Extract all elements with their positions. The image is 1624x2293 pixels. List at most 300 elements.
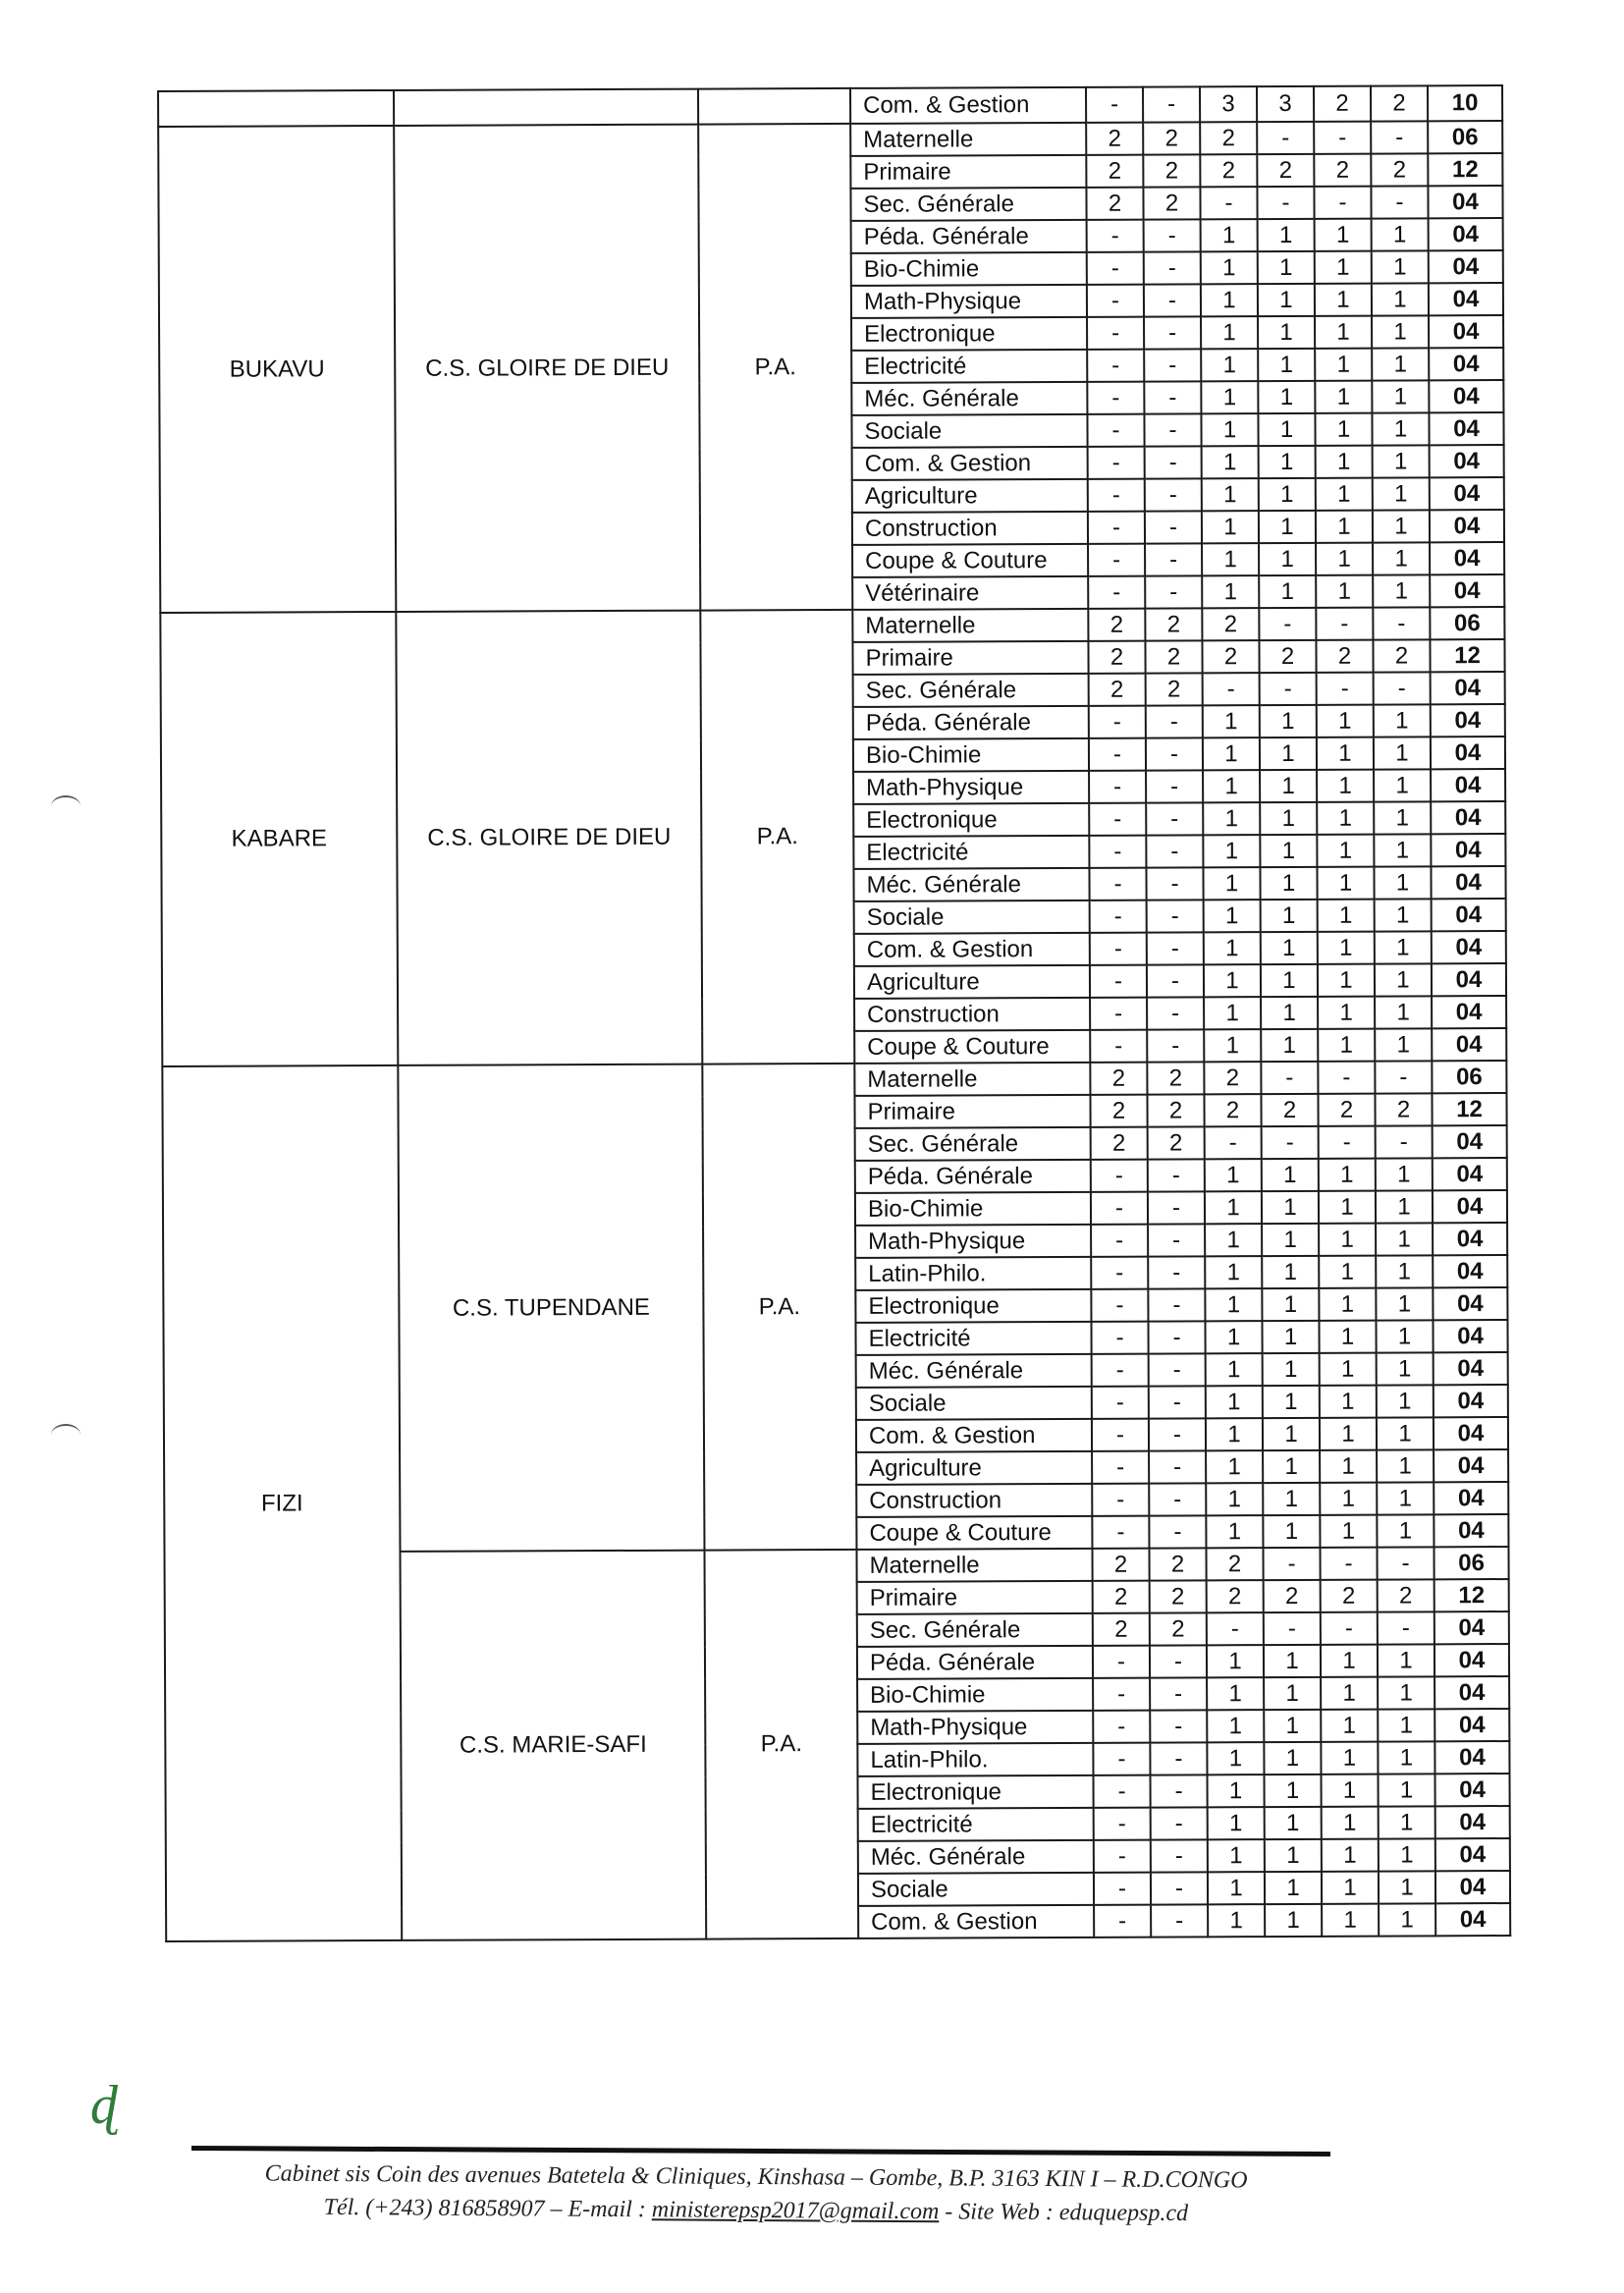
count-cell: 1 [1206,1418,1263,1450]
count-cell: 1 [1259,575,1316,608]
count-cell: 1 [1202,575,1259,608]
count-cell: 2 [1375,1093,1432,1125]
count-cell: 2 [1143,187,1200,219]
count-cell: - [1371,186,1428,218]
count-cell: 2 [1259,640,1316,673]
count-cell: - [1092,1419,1149,1451]
total-cell: 04 [1432,963,1506,996]
count-cell: 2 [1147,1062,1204,1094]
count-cell: 1 [1265,1839,1322,1872]
count-cell: - [1143,86,1200,122]
school-type-cell: P.A. [698,124,852,611]
subject-cell: Péda. Générale [853,706,1089,739]
count-cell: - [1149,1386,1206,1418]
count-cell: 1 [1206,1483,1263,1515]
count-cell: 1 [1201,251,1258,284]
total-cell: 04 [1431,704,1505,737]
count-cell: 2 [1378,1579,1435,1611]
count-cell: 1 [1320,1515,1377,1548]
count-cell: 1 [1258,316,1315,349]
count-cell: - [1321,1612,1378,1645]
count-cell: 2 [1150,1580,1207,1612]
count-cell: - [1314,122,1371,154]
count-cell: - [1088,544,1145,576]
count-cell: - [1091,1192,1148,1225]
count-cell: - [1088,576,1145,609]
count-cell: - [1147,1029,1204,1062]
count-cell: 1 [1375,963,1432,996]
count-cell: 1 [1262,1321,1319,1353]
count-cell: 1 [1203,867,1260,900]
count-cell: - [1376,1125,1433,1158]
total-cell: 04 [1435,1806,1510,1838]
count-cell: - [1091,1225,1148,1257]
count-cell: 1 [1320,1483,1377,1515]
count-cell: 2 [1145,640,1202,673]
count-cell: 2 [1207,1580,1264,1612]
count-cell: - [1087,382,1144,414]
count-cell: 1 [1316,543,1373,575]
subject-cell: Maternelle [854,1063,1090,1096]
count-cell: 1 [1204,900,1261,932]
location-cell: FIZI [162,1065,402,1941]
count-cell: 2 [1204,1062,1261,1094]
count-cell: - [1151,1839,1208,1872]
count-cell: 1 [1264,1710,1321,1742]
count-cell: - [1318,1062,1375,1094]
count-cell: 1 [1374,769,1431,801]
count-cell: - [1149,1418,1206,1450]
count-cell: 2 [1264,1580,1321,1612]
total-cell: 12 [1435,1579,1509,1611]
subject-cell: Méc. Générale [851,382,1087,415]
count-cell: 1 [1378,1774,1435,1806]
count-cell: 2 [1086,155,1143,188]
count-cell: - [1148,1288,1205,1321]
count-cell: - [1205,1126,1262,1159]
count-cell: - [1145,446,1202,478]
count-cell: - [1320,1548,1377,1580]
count-cell: - [1148,1321,1205,1353]
count-cell: 1 [1318,964,1375,997]
count-cell: - [1091,1289,1148,1322]
count-cell: - [1378,1611,1435,1644]
count-cell: - [1147,964,1204,997]
count-cell: - [1146,835,1203,867]
table-row [158,85,1502,127]
count-cell: - [1087,350,1144,382]
count-cell: 1 [1205,1256,1262,1288]
count-cell: - [1086,87,1143,123]
total-cell: 04 [1434,1352,1508,1385]
count-cell: - [1090,998,1147,1030]
subject-cell: Maternelle [856,1549,1092,1582]
subject-cell: Math-Physique [851,285,1087,318]
count-cell: 1 [1376,1320,1433,1352]
subject-cell: Sociale [856,1387,1092,1420]
count-cell: 1 [1378,1644,1435,1676]
count-cell: 1 [1202,478,1259,511]
subject-cell: Méc. Générale [853,868,1089,901]
count-cell: 2 [1314,86,1371,122]
count-cell: - [1093,1743,1150,1775]
count-cell: - [1371,121,1428,153]
count-cell: 1 [1204,964,1261,997]
subject-cell: Construction [854,998,1090,1031]
count-cell: 1 [1206,1353,1263,1386]
count-cell: 1 [1261,997,1318,1029]
count-cell: 1 [1258,381,1315,413]
count-cell: 1 [1265,1904,1322,1937]
count-cell: - [1316,608,1373,640]
count-cell: - [1147,932,1204,964]
count-cell: 1 [1205,1191,1262,1224]
total-cell: 04 [1432,1028,1506,1061]
count-cell: - [1319,1126,1376,1159]
count-cell: - [1092,1354,1149,1387]
subject-cell: Primaire [852,641,1088,675]
count-cell: 1 [1263,1450,1320,1483]
count-cell: 2 [1261,1094,1318,1126]
count-cell: 1 [1261,1029,1318,1062]
count-cell: 1 [1315,381,1372,413]
count-cell: - [1207,1612,1264,1645]
count-cell: 1 [1258,251,1315,284]
count-cell: 2 [1090,1063,1147,1095]
total-cell: 04 [1432,931,1506,963]
count-cell: 1 [1260,867,1317,900]
count-cell: 1 [1321,1677,1378,1710]
count-cell: 2 [1086,123,1143,155]
total-cell: 10 [1428,85,1502,121]
count-cell: - [1262,1126,1319,1159]
count-cell: 1 [1319,1256,1376,1288]
count-cell: 1 [1374,866,1431,899]
count-cell: 1 [1375,931,1432,963]
count-cell: 1 [1322,1872,1379,1904]
subject-cell: Agriculture [852,479,1088,513]
total-cell: 04 [1429,348,1503,380]
school-name-cell: C.S. TUPENDANE [398,1065,704,1552]
count-cell: - [1088,447,1145,479]
total-cell: 04 [1430,542,1504,574]
count-cell: 1 [1202,543,1259,575]
total-cell: 04 [1433,1287,1507,1320]
count-cell: 1 [1202,446,1259,478]
count-cell: - [1147,900,1204,932]
allocation-table-container [157,84,1503,2118]
count-cell: 1 [1260,770,1317,802]
subject-cell: Math-Physique [853,771,1089,804]
total-cell: 04 [1435,1676,1509,1709]
count-cell: 2 [1373,639,1430,672]
count-cell: 1 [1201,413,1258,446]
count-cell: 2 [1088,609,1145,641]
total-cell: 12 [1432,1093,1506,1125]
count-cell: - [1089,738,1146,771]
count-cell: 1 [1259,543,1316,575]
count-cell: - [1144,349,1201,381]
subject-cell: Primaire [850,155,1086,189]
count-cell: 1 [1372,348,1429,380]
count-cell: - [1089,771,1146,803]
count-cell: 1 [1258,284,1315,316]
count-cell: - [1145,575,1202,608]
total-cell: 04 [1428,186,1502,218]
total-cell: 04 [1434,1482,1508,1514]
count-cell: 1 [1203,802,1260,835]
count-cell: 1 [1206,1515,1263,1548]
count-cell: 1 [1262,1224,1319,1256]
count-cell: 1 [1372,315,1429,348]
count-cell: - [1090,965,1147,998]
count-cell: 1 [1322,1904,1379,1937]
subject-cell: Bio-Chimie [853,738,1089,772]
subject-cell: Electricité [851,350,1087,383]
count-cell: - [1089,836,1146,868]
count-cell: 1 [1321,1742,1378,1774]
total-cell: 04 [1435,1611,1509,1644]
count-cell: - [1144,284,1201,316]
subject-cell: Com. & Gestion [852,447,1088,480]
count-cell: - [1261,1062,1318,1094]
subject-cell: Primaire [854,1095,1090,1128]
total-cell: 04 [1431,801,1505,834]
count-cell: 1 [1378,1741,1435,1774]
subject-cell: Péda. Générale [855,1160,1091,1193]
subject-cell: Electricité [853,836,1089,869]
subject-cell: Construction [852,512,1088,545]
total-cell: 04 [1431,866,1505,899]
count-cell: - [1089,706,1146,738]
count-cell: 1 [1322,1839,1379,1872]
subject-cell: Sociale [851,414,1087,448]
count-cell: 1 [1204,997,1261,1029]
subject-cell: Sociale [854,901,1090,934]
count-cell: 1 [1260,737,1317,770]
count-cell: 1 [1317,802,1374,835]
count-cell: - [1150,1710,1207,1742]
count-cell: 1 [1203,705,1260,737]
footer-contact [147,2190,1365,2232]
count-cell: - [1146,867,1203,900]
location-cell: BUKAVU [158,126,396,613]
count-cell: - [1094,1840,1151,1873]
count-cell: 1 [1377,1352,1434,1385]
count-cell: 2 [1257,154,1314,187]
count-cell: 1 [1203,770,1260,802]
count-cell: 1 [1262,1191,1319,1224]
subject-cell: Com. & Gestion [856,1419,1092,1452]
count-cell: - [1093,1775,1150,1808]
count-cell: 1 [1258,413,1315,446]
total-cell: 04 [1429,283,1503,315]
subject-cell: Sec. Générale [857,1613,1093,1647]
count-cell: 1 [1379,1806,1435,1838]
count-cell: 1 [1259,446,1316,478]
total-cell: 04 [1434,1417,1508,1449]
subject-cell: Sec. Générale [850,188,1086,221]
count-cell: - [1149,1450,1206,1483]
count-cell: 1 [1379,1903,1435,1936]
location-cell-continued [158,90,394,127]
total-cell: 04 [1433,1255,1507,1287]
count-cell: - [1147,997,1204,1029]
count-cell: 1 [1262,1256,1319,1288]
count-cell: 2 [1146,673,1203,705]
count-cell: - [1151,1904,1208,1937]
count-cell: 1 [1201,349,1258,381]
count-cell: - [1092,1484,1149,1516]
count-cell: 1 [1264,1742,1321,1774]
count-cell: 1 [1207,1710,1264,1742]
count-cell: - [1089,803,1146,836]
subject-cell: Coupe & Couture [856,1516,1092,1550]
count-cell: 1 [1321,1774,1378,1807]
total-cell: 06 [1428,121,1502,153]
count-cell: - [1145,511,1202,543]
school-cell-continued [394,89,698,126]
count-cell: 1 [1374,704,1431,737]
count-cell: 1 [1207,1645,1264,1677]
count-cell: - [1094,1873,1151,1905]
subject-cell: Maternelle [850,123,1086,156]
total-cell: 04 [1431,834,1505,866]
subject-cell: Com. & Gestion [858,1905,1094,1938]
count-cell: 1 [1208,1904,1265,1937]
count-cell: 1 [1318,932,1375,964]
count-cell: - [1144,316,1201,349]
count-cell: 1 [1258,349,1315,381]
count-cell: - [1148,1224,1205,1256]
count-cell: 1 [1315,413,1372,446]
count-cell: 2 [1371,85,1428,121]
count-cell: 1 [1373,542,1430,574]
count-cell: - [1092,1387,1149,1419]
count-cell: - [1148,1159,1205,1191]
count-cell: - [1375,1061,1432,1093]
total-cell: 12 [1430,639,1504,672]
total-cell: 04 [1431,672,1505,704]
count-cell: 1 [1261,964,1318,997]
count-cell: 2 [1091,1127,1148,1160]
count-cell: - [1257,187,1314,219]
count-cell: 1 [1205,1321,1262,1353]
count-cell: - [1377,1547,1434,1579]
count-cell: - [1087,220,1144,252]
count-cell: - [1150,1645,1207,1677]
total-cell: 04 [1435,1774,1509,1806]
handwritten-mark: ɖ [90,2075,118,2136]
punch-hole-shadow [51,1424,81,1446]
count-cell: - [1150,1742,1207,1774]
subject-cell: Electronique [853,803,1089,837]
count-cell: 1 [1265,1872,1322,1904]
count-cell: 1 [1208,1839,1265,1872]
count-cell: - [1257,122,1314,154]
count-cell: - [1093,1711,1150,1743]
total-cell: 04 [1435,1838,1510,1871]
count-cell: 1 [1315,316,1372,349]
count-cell: - [1145,543,1202,575]
count-cell: 1 [1262,1288,1319,1321]
subject-cell: Vétérinaire [852,576,1088,610]
subject-cell: Electronique [857,1775,1093,1809]
count-cell: - [1146,770,1203,802]
count-cell: 1 [1261,900,1318,932]
count-cell: 1 [1376,1190,1433,1223]
subject-cell: Agriculture [856,1451,1092,1485]
count-cell: 2 [1093,1613,1150,1646]
total-cell: 04 [1433,1158,1507,1190]
count-cell: - [1149,1483,1206,1515]
count-cell: - [1093,1646,1150,1678]
total-cell: 04 [1429,380,1503,412]
count-cell: 1 [1318,997,1375,1029]
total-cell: 04 [1435,1741,1509,1774]
count-cell: 1 [1376,1223,1433,1255]
total-cell: 06 [1430,607,1504,639]
count-cell: 1 [1377,1385,1434,1417]
count-cell: 1 [1203,835,1260,867]
count-cell: - [1149,1515,1206,1548]
count-cell: 1 [1201,316,1258,349]
count-cell: 1 [1315,219,1372,251]
count-cell: - [1148,1256,1205,1288]
count-cell: 1 [1373,445,1430,477]
subject-cell: Electricité [858,1808,1094,1841]
count-cell: 1 [1319,1191,1376,1224]
subject-cell: Péda. Générale [851,220,1087,253]
count-cell: 2 [1204,1094,1261,1126]
count-cell: 1 [1315,349,1372,381]
total-cell: 04 [1434,1385,1508,1417]
count-cell: 1 [1263,1418,1320,1450]
count-cell: - [1145,478,1202,511]
subject-cell: Electricité [855,1322,1091,1355]
total-cell: 04 [1430,477,1504,510]
count-cell: 2 [1321,1580,1378,1612]
total-cell: 04 [1431,769,1505,801]
count-cell: - [1092,1516,1149,1549]
subject-cell: Math-Physique [855,1225,1091,1258]
count-cell: - [1374,672,1431,704]
count-cell: 1 [1208,1807,1265,1839]
count-cell: 1 [1259,478,1316,511]
count-cell: 1 [1319,1159,1376,1191]
count-cell: 2 [1206,1548,1263,1580]
footer-email-link[interactable]: ministerepsp2017@gmail.com [651,2197,940,2225]
count-cell: 1 [1376,1158,1433,1190]
count-cell: 1 [1260,835,1317,867]
count-cell: 1 [1206,1450,1263,1483]
total-cell: 04 [1435,1871,1510,1903]
count-cell: 1 [1317,770,1374,802]
total-cell: 04 [1431,737,1505,769]
count-cell: 1 [1322,1807,1379,1839]
subject-cell: Bio-Chimie [855,1192,1091,1226]
total-cell: 04 [1429,412,1503,445]
subject-cell: Construction [856,1484,1092,1517]
count-cell: 1 [1373,477,1430,510]
total-cell: 04 [1430,510,1504,542]
total-cell: 04 [1433,1223,1507,1255]
count-cell: - [1314,187,1371,219]
subject-cell: Méc. Générale [858,1840,1094,1874]
count-cell: 2 [1148,1126,1205,1159]
count-cell: 1 [1372,283,1429,315]
count-cell: 2 [1143,122,1200,154]
